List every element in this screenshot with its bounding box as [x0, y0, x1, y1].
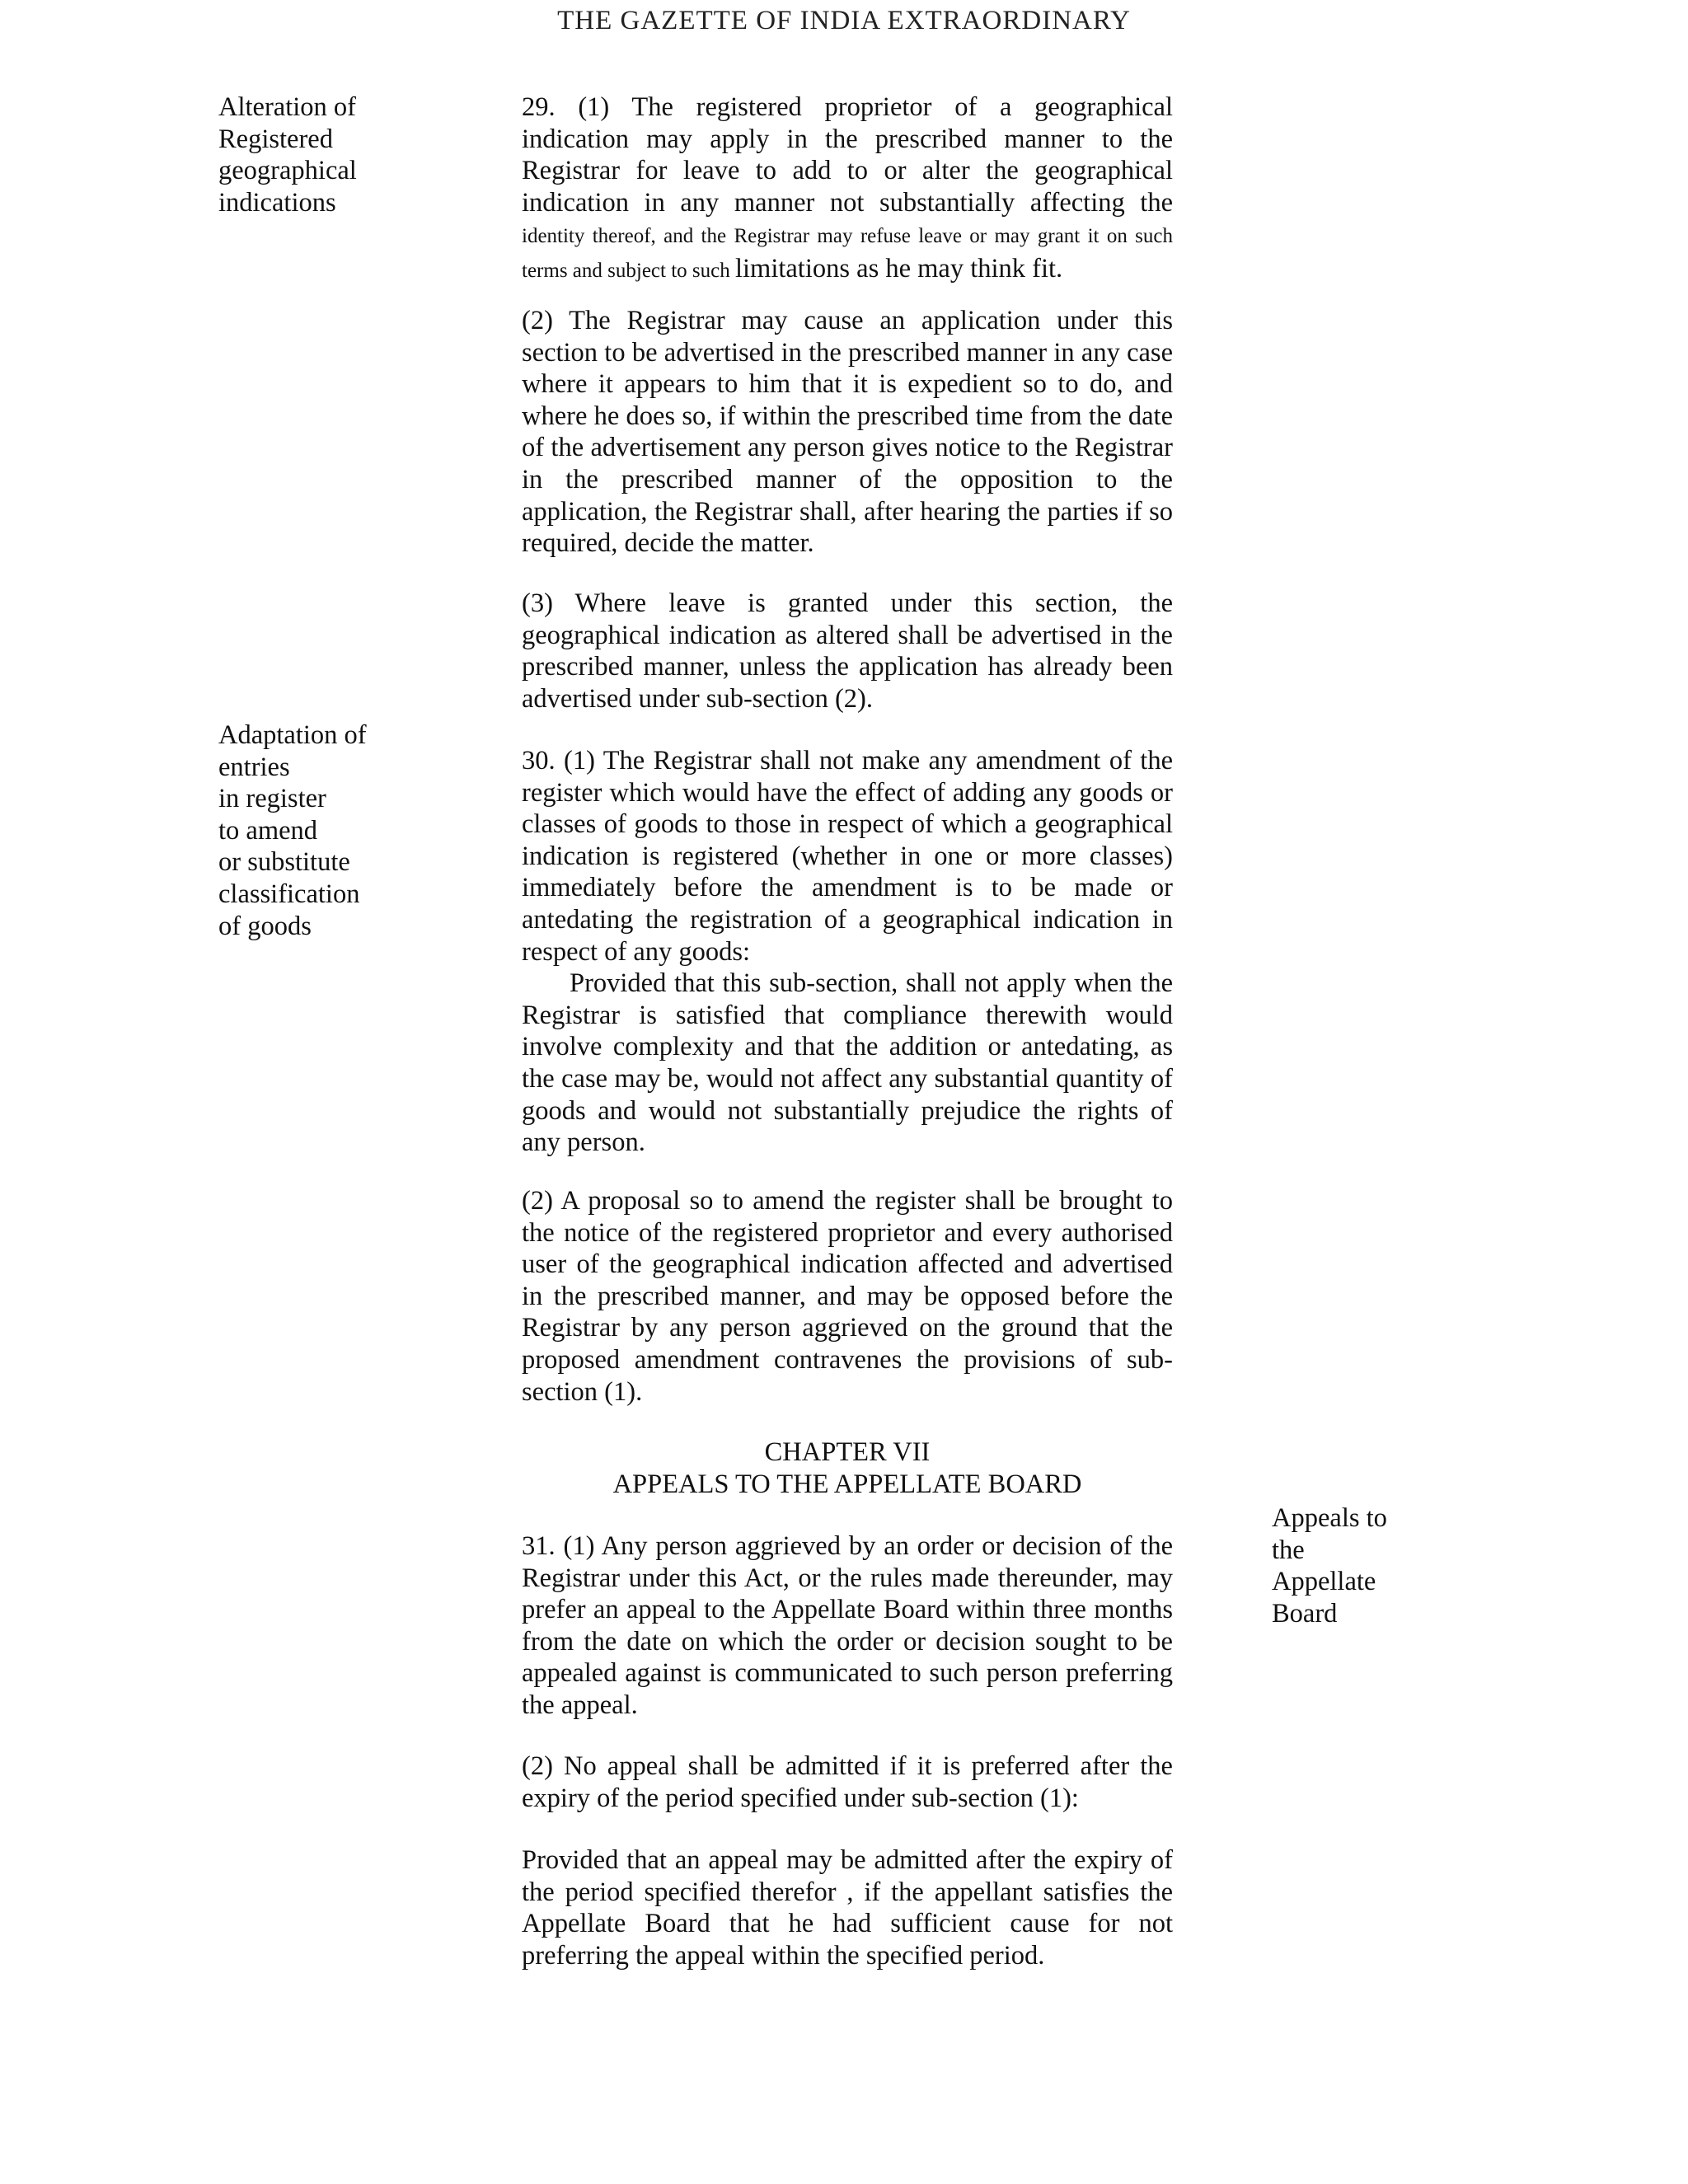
section-29-3-paragraph: (3) Where leave is granted under this section, the geographical indication as altered shall be advertised in the prescribed manner, unless the application has already been advertised under sub-section (2).: [522, 588, 1173, 714]
section-29-2: [522, 305, 1173, 560]
section-30-2-paragraph: (2) A proposal so to amend the register shall be brought to the notice of the registered proprietor and every authorised user of the geographical indication affected and advertised in the prescribed manner, and may be opposed before the Registrar by any person aggrieved on the ground that the proposed amendment contravenes the provisions of sub-section (1).: [522, 1186, 1173, 1407]
chapter-title: APPEALS TO THE APPELLATE BOARD: [612, 1469, 1082, 1499]
margin-note-alteration: Alteration of Registered geographical indications: [218, 92, 357, 218]
chapter-number: CHAPTER VII: [764, 1437, 931, 1467]
section-31-1: [522, 1530, 1173, 1722]
section-29-1-text-a: 29. (1) The registered proprietor of a geographical indication may apply in the prescribed manner to the Registrar for leave to add to or alter the geographical indication in any manner not substantially affecting the: [522, 92, 1173, 218]
section-29-1-text-c: limitations as he may think fit.: [734, 253, 1063, 284]
chapter-heading: [522, 1436, 1173, 1500]
section-31-2: [522, 1750, 1173, 1814]
section-29-3: [522, 588, 1173, 715]
section-30-1-paragraph: 30. (1) The Registrar shall not make any amendment of the register which would have the effect of adding any goods or classes of goods to those in respect of which a geographical indication is registered (whether in one or more classes) immediately before the amendment is to be made or antedating the registration of a geographical indication in respect of any goods:: [522, 746, 1173, 967]
section-30-1-proviso: Provided that this sub-section, shall not apply when the Registrar is satisfied that compliance therewith would involve complexity and that the addition or antedating, as the case may be, would not affect any substantial quantity of goods and would not substantially prejudice the rights of any person.: [522, 968, 1173, 1158]
gazette-header-text: THE GAZETTE OF INDIA EXTRAORDINARY: [557, 6, 1131, 35]
margin-note-adaptation: Adaptation of entries in register to amend or substitute classification of goods: [218, 720, 367, 941]
section-31-2-proviso: [522, 1844, 1173, 1971]
section-31-2-proviso-paragraph: Provided that an appeal may be admitted after the expiry of the period specified therefor , if the appellant satisfies the Appellate Board that he had sufficient cause for not preferring the appeal within the specified period.: [522, 1845, 1173, 1971]
gazette-header: [0, 6, 1688, 56]
section-29-1-paragraph: [522, 91, 1173, 288]
section-29-2-paragraph: (2) The Registrar may cause an application under this section to be advertised in the prescribed manner in any case where it appears to him that it is expedient so to do, and where he does so, if within the prescribed time from the date of the advertisement any person gives notice to the Registrar in the prescribed manner of the opposition to the application, the Registrar shall, after hearing the parties if so required, decide the matter.: [522, 306, 1173, 559]
section-29-1: [522, 91, 1173, 288]
margin-note-appeals: Appeals to the Appellate Board: [1272, 1503, 1387, 1629]
section-31-1-paragraph: 31. (1) Any person aggrieved by an order or decision of the Registrar under this Act, or the rules made thereunder, may prefer an appeal to the Appellate Board within three months from the date on which the order or decision sought to be appealed against is communicated to such person preferring the appeal.: [522, 1531, 1173, 1720]
section-30-1: [522, 745, 1173, 1159]
section-30-2: [522, 1185, 1173, 1408]
section-31-2-paragraph: (2) No appeal shall be admitted if it is preferred after the expiry of the period specified under sub-section (1):: [522, 1751, 1173, 1813]
section-29-1-text-small: identity thereof, and the Registrar may refuse leave or may grant it on such terms and subject to such: [522, 225, 1173, 282]
